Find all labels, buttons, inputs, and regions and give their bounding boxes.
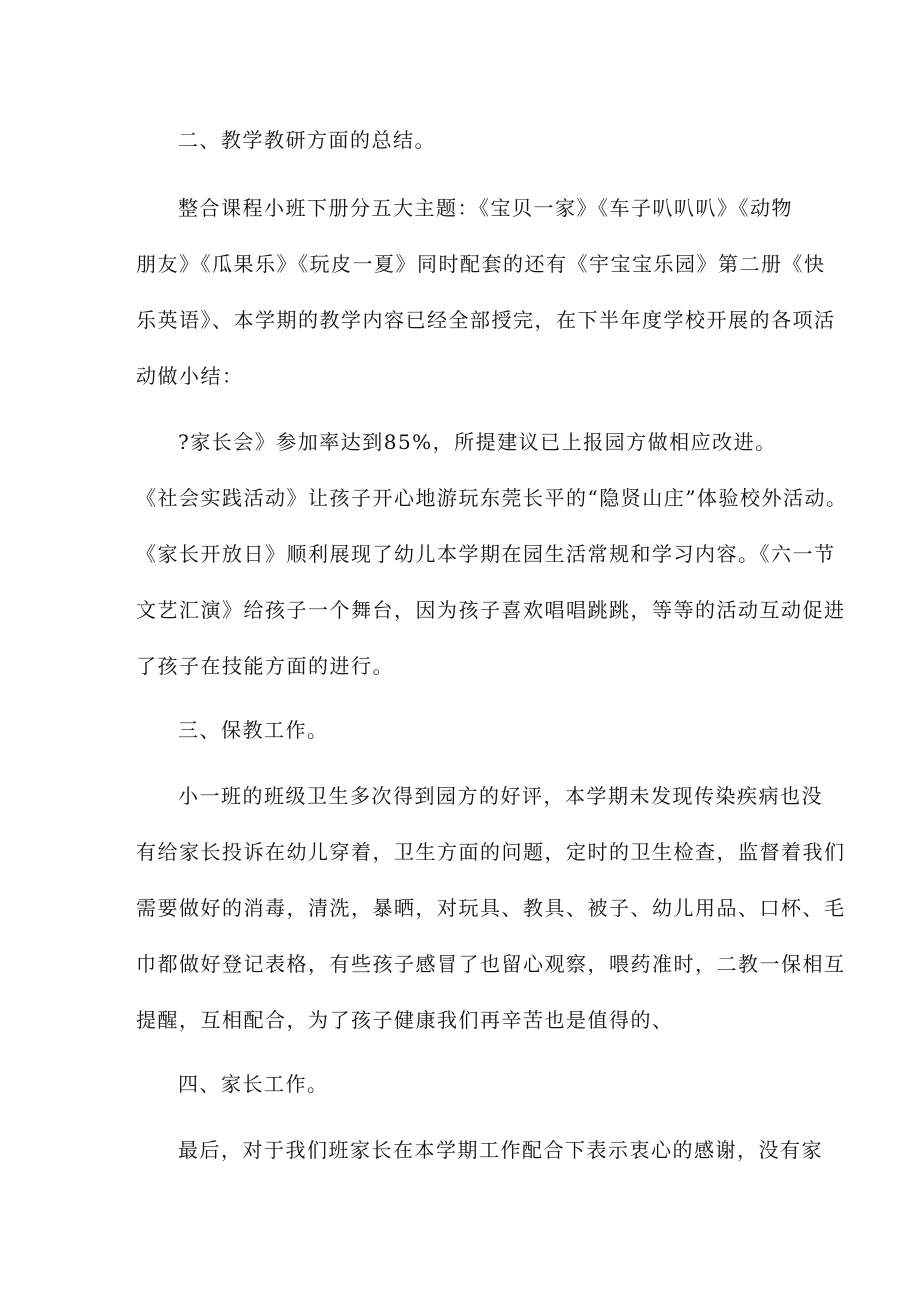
paragraph-line: 有给家长投诉在幼儿穿着，卫生方面的问题，定时的卫生检查，监督着我们: [136, 840, 846, 864]
paragraph-line: 了孩子在技能方面的进行。: [136, 654, 394, 678]
paragraph-line: 《社会实践活动》让孩子开心地游玩东莞长平的“隐贤山庄”体验校外活动。: [136, 486, 848, 510]
paragraph-line: 《家长开放日》顺利展现了幼儿本学期在园生活常规和学习内容。《六一节: [136, 542, 836, 566]
paragraph-line: 文艺汇演》给孩子一个舞台，因为孩子喜欢唱唱跳跳，等等的活动互动促进: [136, 598, 846, 622]
paragraph-line: 提醒，互相配合，为了孩子健康我们再辛苦也是值得的、: [136, 1008, 674, 1032]
section-heading-teaching: 二、教学教研方面的总结。: [178, 128, 436, 152]
paragraph-line: 朋友》《瓜果乐》《玩皮一夏》同时配套的还有《宇宝宝乐园》第二册《快: [136, 252, 826, 276]
section-heading-care: 三、保教工作。: [178, 718, 329, 742]
paragraph-line: 最后，对于我们班家长在本学期工作配合下表示衷心的感谢，没有家: [178, 1138, 823, 1162]
paragraph-line: 需要做好的消毒，清洗，暴晒，对玩具、教具、被子、幼儿用品、口杯、毛: [136, 896, 846, 920]
paragraph-line: 动做小结：: [136, 364, 244, 388]
section-heading-parents: 四、家长工作。: [178, 1072, 329, 1096]
paragraph-line: 巾都做好登记表格，有些孩子感冒了也留心观察，喂药准时，二教一保相互: [136, 952, 846, 976]
paragraph-line: 小一班的班级卫生多次得到园方的好评，本学期未发现传染疾病也没: [178, 784, 823, 808]
paragraph-line: 乐英语》、本学期的教学内容已经全部授完，在下半年度学校开展的各项活: [136, 308, 836, 332]
paragraph-line: 整合课程小班下册分五大主题：《宝贝一家》《车子叭叭叭》《动物: [178, 196, 793, 220]
paragraph-line: ?家长会》参加率达到85%，所提建议已上报园方做相应改进。: [178, 430, 777, 454]
